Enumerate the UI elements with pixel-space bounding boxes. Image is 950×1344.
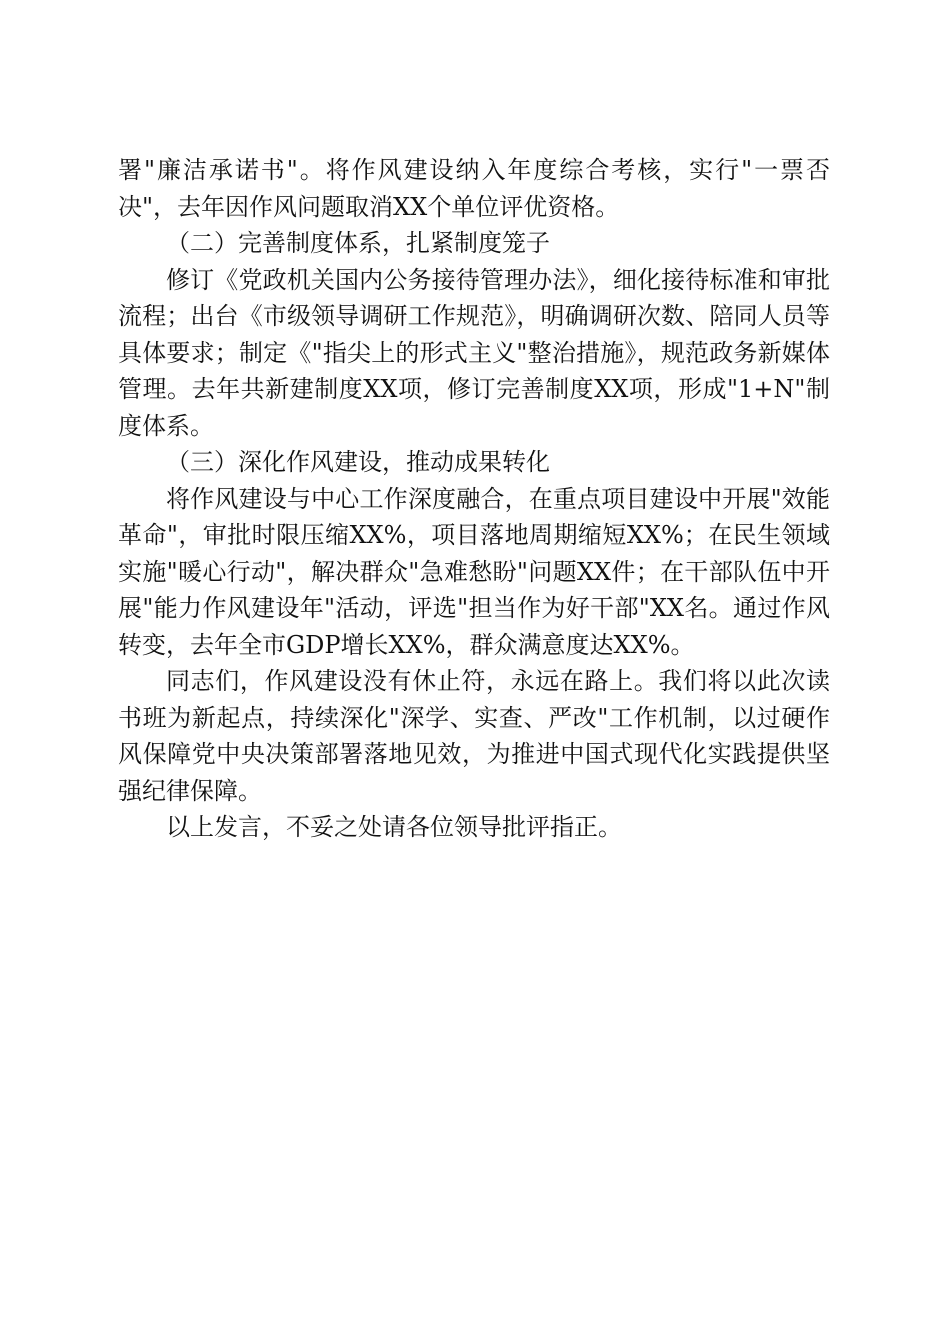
paragraph-results: 将作风建设与中心工作深度融合，在重点项目建设中开展"效能革命"，审批时限压缩XX%，项目落地周期缩短XX%；在民生领域实施"暖心行动"，解决群众"急难愁盼"问题XX件；在干部队伍中开展"能力作风建设年"活动，评选"担当作为好干部"XX名。通过作风转变，去年全市GDP增长XX%，群众满意度达XX%。 <box>118 484 830 659</box>
paragraph-system: 修订《党政机关国内公务接待管理办法》，细化接待标准和审批流程；出台《市级领导调研工作规范》，明确调研次数、陪同人员等具体要求；制定《"指尖上的形式主义"整治措施》，规范政务新媒体管理。去年共新建制度XX项，修订完善制度XX项，形成"1+N"制度体系。 <box>118 265 830 440</box>
section-heading-2: （二）完善制度体系，扎紧制度笼子 <box>166 229 550 257</box>
section-heading-3: （三）深化作风建设，推动成果转化 <box>166 448 550 476</box>
paragraph-closing: 以上发言，不妥之处请各位领导批评指正。 <box>166 813 622 841</box>
paragraph-continuation: 署"廉洁承诺书"。将作风建设纳入年度综合考核，实行"一票否决"，去年因作风问题取消XX个单位评优资格。 <box>118 156 830 221</box>
paragraph-conclusion: 同志们，作风建设没有休止符，永远在路上。我们将以此次读书班为新起点，持续深化"深学、实查、严改"工作机制，以过硬作风保障党中央决策部署落地见效，为推进中国式现代化实践提供坚强纪律保障。 <box>118 667 830 805</box>
document-body <box>118 152 830 846</box>
